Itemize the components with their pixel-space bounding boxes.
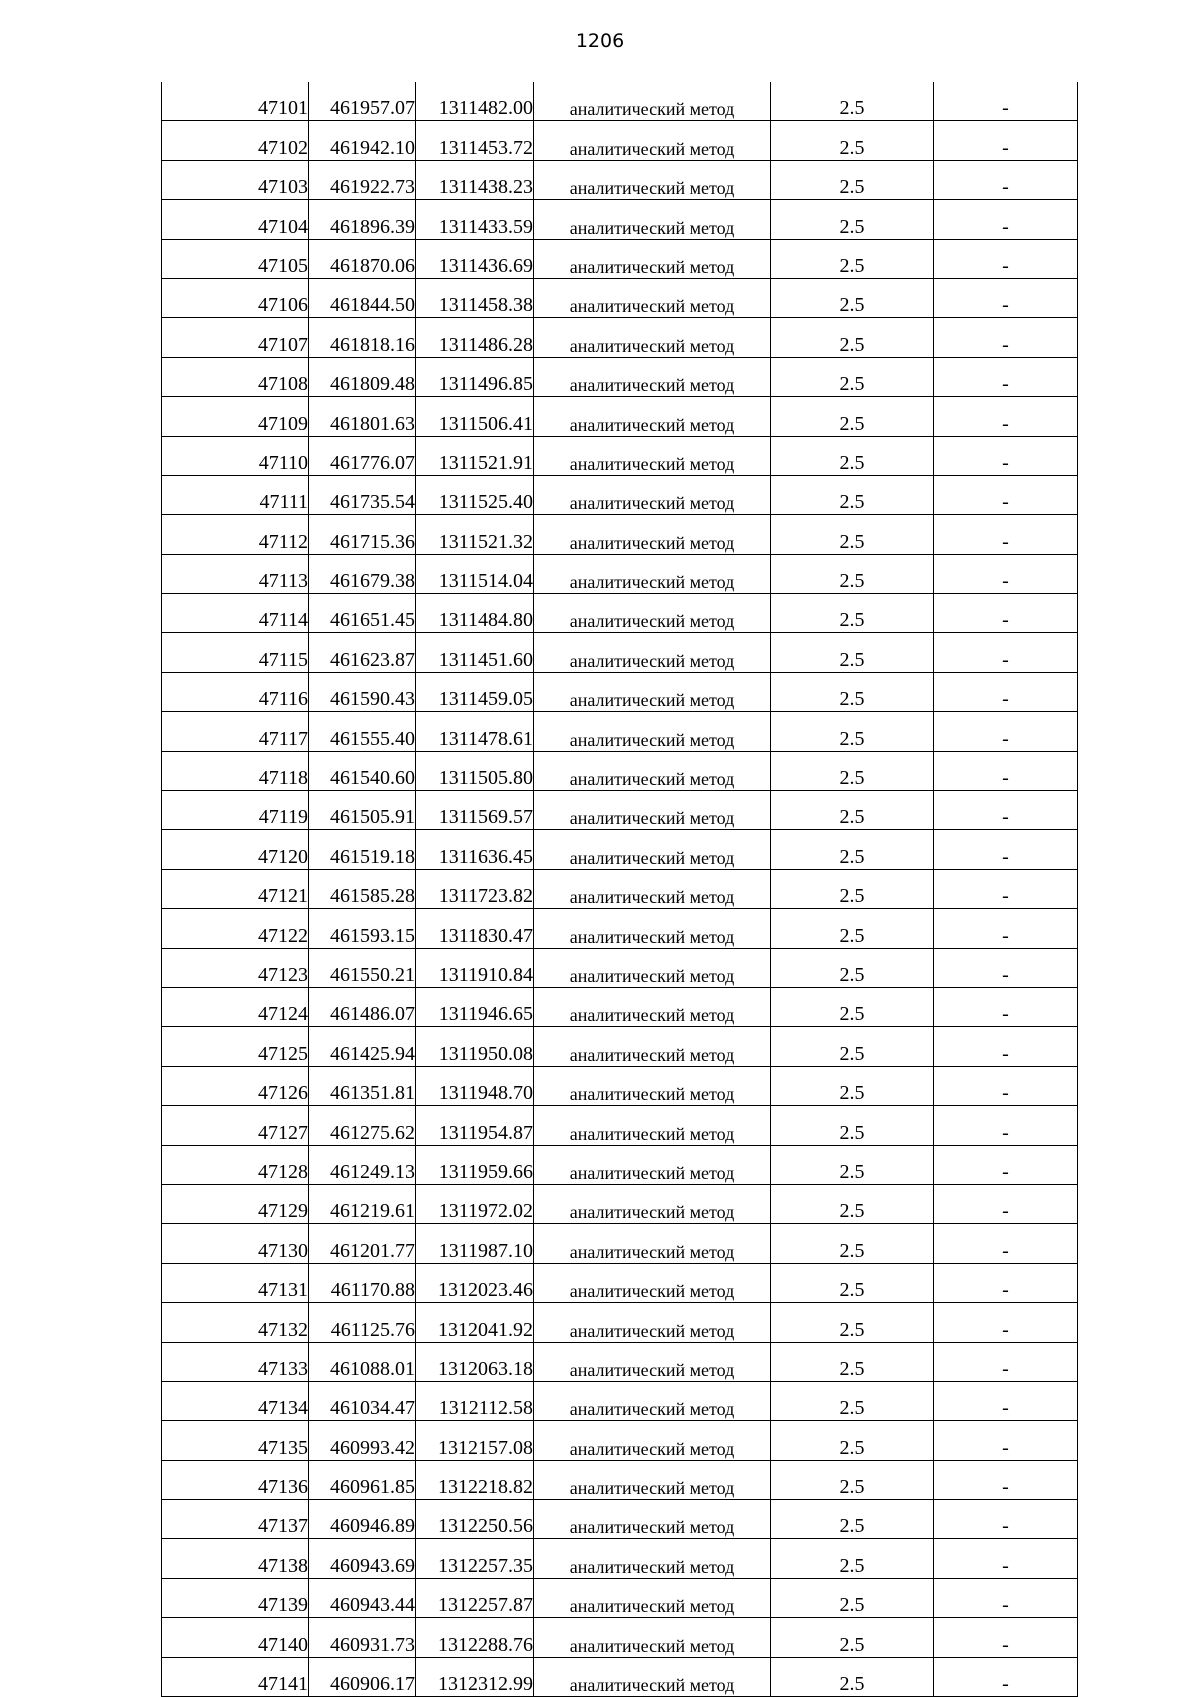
note-cell: -	[934, 1263, 1078, 1302]
table-row	[162, 1066, 1078, 1105]
point-number-cell: 47101	[162, 82, 309, 121]
accuracy-cell: 2.5	[771, 633, 934, 672]
x-coordinate-cell: 461623.87	[309, 633, 416, 672]
table-row	[162, 1657, 1078, 1696]
note-cell: -	[934, 554, 1078, 593]
accuracy-cell: 2.5	[771, 357, 934, 396]
accuracy-cell: 2.5	[771, 791, 934, 830]
table-row	[162, 475, 1078, 514]
accuracy-cell: 2.5	[771, 1381, 934, 1420]
note-cell: -	[934, 712, 1078, 751]
method-cell: аналитический метод	[534, 830, 771, 869]
x-coordinate-cell: 461125.76	[309, 1303, 416, 1342]
method-cell: аналитический метод	[534, 1342, 771, 1381]
point-number-cell: 47103	[162, 160, 309, 199]
x-coordinate-cell: 461170.88	[309, 1263, 416, 1302]
x-coordinate-cell: 461896.39	[309, 200, 416, 239]
accuracy-cell: 2.5	[771, 515, 934, 554]
method-cell: аналитический метод	[534, 1027, 771, 1066]
x-coordinate-cell: 461715.36	[309, 515, 416, 554]
point-number-cell: 47119	[162, 791, 309, 830]
accuracy-cell: 2.5	[771, 948, 934, 987]
table-row	[162, 1500, 1078, 1539]
table-row	[162, 436, 1078, 475]
method-cell: аналитический метод	[534, 397, 771, 436]
method-cell: аналитический метод	[534, 239, 771, 278]
note-cell: -	[934, 1500, 1078, 1539]
method-cell: аналитический метод	[534, 278, 771, 317]
table-row	[162, 751, 1078, 790]
x-coordinate-cell: 460961.85	[309, 1460, 416, 1499]
y-coordinate-cell: 1311433.59	[416, 200, 534, 239]
table-row	[162, 1460, 1078, 1499]
x-coordinate-cell: 461088.01	[309, 1342, 416, 1381]
accuracy-cell: 2.5	[771, 712, 934, 751]
y-coordinate-cell: 1311723.82	[416, 869, 534, 908]
note-cell: -	[934, 909, 1078, 948]
y-coordinate-cell: 1311478.61	[416, 712, 534, 751]
y-coordinate-cell: 1311451.60	[416, 633, 534, 672]
note-cell: -	[934, 1657, 1078, 1696]
x-coordinate-cell: 461957.07	[309, 82, 416, 121]
table-row	[162, 121, 1078, 160]
point-number-cell: 47112	[162, 515, 309, 554]
y-coordinate-cell: 1311569.57	[416, 791, 534, 830]
point-number-cell: 47138	[162, 1539, 309, 1578]
y-coordinate-cell: 1312157.08	[416, 1421, 534, 1460]
y-coordinate-cell: 1312218.82	[416, 1460, 534, 1499]
x-coordinate-cell: 461735.54	[309, 475, 416, 514]
method-cell: аналитический метод	[534, 515, 771, 554]
note-cell: -	[934, 1106, 1078, 1145]
x-coordinate-cell: 461201.77	[309, 1224, 416, 1263]
point-number-cell: 47110	[162, 436, 309, 475]
point-number-cell: 47106	[162, 278, 309, 317]
method-cell: аналитический метод	[534, 712, 771, 751]
accuracy-cell: 2.5	[771, 1460, 934, 1499]
point-number-cell: 47141	[162, 1657, 309, 1696]
x-coordinate-cell: 461679.38	[309, 554, 416, 593]
note-cell: -	[934, 200, 1078, 239]
y-coordinate-cell: 1312312.99	[416, 1657, 534, 1696]
method-cell: аналитический метод	[534, 554, 771, 593]
x-coordinate-cell: 461922.73	[309, 160, 416, 199]
method-cell: аналитический метод	[534, 1421, 771, 1460]
y-coordinate-cell: 1312063.18	[416, 1342, 534, 1381]
x-coordinate-cell: 461818.16	[309, 318, 416, 357]
point-number-cell: 47118	[162, 751, 309, 790]
x-coordinate-cell: 461219.61	[309, 1184, 416, 1223]
point-number-cell: 47102	[162, 121, 309, 160]
y-coordinate-cell: 1311458.38	[416, 278, 534, 317]
y-coordinate-cell: 1311946.65	[416, 987, 534, 1026]
accuracy-cell: 2.5	[771, 1421, 934, 1460]
note-cell: -	[934, 1539, 1078, 1578]
y-coordinate-cell: 1311521.32	[416, 515, 534, 554]
table-row	[162, 594, 1078, 633]
x-coordinate-cell: 461550.21	[309, 948, 416, 987]
note-cell: -	[934, 1303, 1078, 1342]
y-coordinate-cell: 1312257.35	[416, 1539, 534, 1578]
table-row	[162, 987, 1078, 1026]
note-cell: -	[934, 1578, 1078, 1617]
x-coordinate-cell: 461351.81	[309, 1066, 416, 1105]
method-cell: аналитический метод	[534, 1145, 771, 1184]
note-cell: -	[934, 515, 1078, 554]
y-coordinate-cell: 1311486.28	[416, 318, 534, 357]
x-coordinate-cell: 461585.28	[309, 869, 416, 908]
method-cell: аналитический метод	[534, 1303, 771, 1342]
method-cell: аналитический метод	[534, 1500, 771, 1539]
note-cell: -	[934, 869, 1078, 908]
table-row	[162, 633, 1078, 672]
x-coordinate-cell: 461844.50	[309, 278, 416, 317]
point-number-cell: 47139	[162, 1578, 309, 1617]
table-row	[162, 1618, 1078, 1657]
point-number-cell: 47123	[162, 948, 309, 987]
y-coordinate-cell: 1311972.02	[416, 1184, 534, 1223]
point-number-cell: 47124	[162, 987, 309, 1026]
method-cell: аналитический метод	[534, 1657, 771, 1696]
point-number-cell: 47135	[162, 1421, 309, 1460]
method-cell: аналитический метод	[534, 751, 771, 790]
note-cell: -	[934, 318, 1078, 357]
method-cell: аналитический метод	[534, 160, 771, 199]
y-coordinate-cell: 1311482.00	[416, 82, 534, 121]
y-coordinate-cell: 1311506.41	[416, 397, 534, 436]
note-cell: -	[934, 1224, 1078, 1263]
accuracy-cell: 2.5	[771, 1184, 934, 1223]
accuracy-cell: 2.5	[771, 239, 934, 278]
point-number-cell: 47133	[162, 1342, 309, 1381]
table-row	[162, 1027, 1078, 1066]
accuracy-cell: 2.5	[771, 82, 934, 121]
note-cell: -	[934, 791, 1078, 830]
method-cell: аналитический метод	[534, 909, 771, 948]
note-cell: -	[934, 1381, 1078, 1420]
point-number-cell: 47128	[162, 1145, 309, 1184]
note-cell: -	[934, 594, 1078, 633]
point-number-cell: 47113	[162, 554, 309, 593]
method-cell: аналитический метод	[534, 200, 771, 239]
point-number-cell: 47125	[162, 1027, 309, 1066]
y-coordinate-cell: 1311453.72	[416, 121, 534, 160]
accuracy-cell: 2.5	[771, 869, 934, 908]
point-number-cell: 47140	[162, 1618, 309, 1657]
note-cell: -	[934, 672, 1078, 711]
point-number-cell: 47132	[162, 1303, 309, 1342]
table-row	[162, 948, 1078, 987]
x-coordinate-cell: 460943.69	[309, 1539, 416, 1578]
y-coordinate-cell: 1311830.47	[416, 909, 534, 948]
accuracy-cell: 2.5	[771, 1106, 934, 1145]
accuracy-cell: 2.5	[771, 318, 934, 357]
point-number-cell: 47104	[162, 200, 309, 239]
y-coordinate-cell: 1311948.70	[416, 1066, 534, 1105]
accuracy-cell: 2.5	[771, 987, 934, 1026]
x-coordinate-cell: 461801.63	[309, 397, 416, 436]
table-row	[162, 1184, 1078, 1223]
note-cell: -	[934, 475, 1078, 514]
accuracy-cell: 2.5	[771, 1066, 934, 1105]
accuracy-cell: 2.5	[771, 121, 934, 160]
note-cell: -	[934, 1027, 1078, 1066]
method-cell: аналитический метод	[534, 475, 771, 514]
method-cell: аналитический метод	[534, 987, 771, 1026]
x-coordinate-cell: 461590.43	[309, 672, 416, 711]
table-row	[162, 909, 1078, 948]
table-row	[162, 1224, 1078, 1263]
table-row	[162, 712, 1078, 751]
note-cell: -	[934, 1145, 1078, 1184]
method-cell: аналитический метод	[534, 1066, 771, 1105]
point-number-cell: 47111	[162, 475, 309, 514]
table-row	[162, 1342, 1078, 1381]
accuracy-cell: 2.5	[771, 1578, 934, 1617]
point-number-cell: 47108	[162, 357, 309, 396]
note-cell: -	[934, 1421, 1078, 1460]
point-number-cell: 47127	[162, 1106, 309, 1145]
table-row	[162, 830, 1078, 869]
method-cell: аналитический метод	[534, 633, 771, 672]
y-coordinate-cell: 1311521.91	[416, 436, 534, 475]
x-coordinate-cell: 460946.89	[309, 1500, 416, 1539]
method-cell: аналитический метод	[534, 948, 771, 987]
table-row	[162, 318, 1078, 357]
table-row	[162, 1421, 1078, 1460]
page-number: 1206	[575, 30, 625, 52]
y-coordinate-cell: 1311438.23	[416, 160, 534, 199]
x-coordinate-cell: 461870.06	[309, 239, 416, 278]
method-cell: аналитический метод	[534, 672, 771, 711]
x-coordinate-cell: 461486.07	[309, 987, 416, 1026]
x-coordinate-cell: 461249.13	[309, 1145, 416, 1184]
accuracy-cell: 2.5	[771, 1342, 934, 1381]
point-number-cell: 47136	[162, 1460, 309, 1499]
y-coordinate-cell: 1311987.10	[416, 1224, 534, 1263]
table-row	[162, 869, 1078, 908]
table-row	[162, 239, 1078, 278]
y-coordinate-cell: 1312112.58	[416, 1381, 534, 1420]
y-coordinate-cell: 1311505.80	[416, 751, 534, 790]
x-coordinate-cell: 461540.60	[309, 751, 416, 790]
note-cell: -	[934, 1066, 1078, 1105]
method-cell: аналитический метод	[534, 791, 771, 830]
accuracy-cell: 2.5	[771, 436, 934, 475]
note-cell: -	[934, 160, 1078, 199]
accuracy-cell: 2.5	[771, 200, 934, 239]
accuracy-cell: 2.5	[771, 1145, 934, 1184]
y-coordinate-cell: 1311459.05	[416, 672, 534, 711]
point-number-cell: 47130	[162, 1224, 309, 1263]
accuracy-cell: 2.5	[771, 1263, 934, 1302]
y-coordinate-cell: 1312288.76	[416, 1618, 534, 1657]
note-cell: -	[934, 948, 1078, 987]
method-cell: аналитический метод	[534, 436, 771, 475]
table-row	[162, 554, 1078, 593]
point-number-cell: 47134	[162, 1381, 309, 1420]
note-cell: -	[934, 1460, 1078, 1499]
point-number-cell: 47129	[162, 1184, 309, 1223]
method-cell: аналитический метод	[534, 121, 771, 160]
point-number-cell: 47137	[162, 1500, 309, 1539]
note-cell: -	[934, 397, 1078, 436]
table-row	[162, 1106, 1078, 1145]
y-coordinate-cell: 1311525.40	[416, 475, 534, 514]
x-coordinate-cell: 461942.10	[309, 121, 416, 160]
table-row	[162, 672, 1078, 711]
accuracy-cell: 2.5	[771, 1027, 934, 1066]
method-cell: аналитический метод	[534, 1106, 771, 1145]
y-coordinate-cell: 1312257.87	[416, 1578, 534, 1617]
x-coordinate-cell: 461519.18	[309, 830, 416, 869]
y-coordinate-cell: 1311436.69	[416, 239, 534, 278]
table-row	[162, 160, 1078, 199]
table-row	[162, 1263, 1078, 1302]
note-cell: -	[934, 1618, 1078, 1657]
accuracy-cell: 2.5	[771, 1657, 934, 1696]
accuracy-cell: 2.5	[771, 672, 934, 711]
x-coordinate-cell: 461809.48	[309, 357, 416, 396]
x-coordinate-cell: 461593.15	[309, 909, 416, 948]
table-row	[162, 82, 1078, 121]
table-row	[162, 1303, 1078, 1342]
y-coordinate-cell: 1312041.92	[416, 1303, 534, 1342]
note-cell: -	[934, 121, 1078, 160]
accuracy-cell: 2.5	[771, 594, 934, 633]
accuracy-cell: 2.5	[771, 278, 934, 317]
table-row	[162, 357, 1078, 396]
accuracy-cell: 2.5	[771, 554, 934, 593]
y-coordinate-cell: 1312023.46	[416, 1263, 534, 1302]
y-coordinate-cell: 1311910.84	[416, 948, 534, 987]
table-row	[162, 397, 1078, 436]
note-cell: -	[934, 278, 1078, 317]
point-number-cell: 47121	[162, 869, 309, 908]
accuracy-cell: 2.5	[771, 1618, 934, 1657]
table-row	[162, 791, 1078, 830]
y-coordinate-cell: 1311636.45	[416, 830, 534, 869]
point-number-cell: 47131	[162, 1263, 309, 1302]
note-cell: -	[934, 82, 1078, 121]
method-cell: аналитический метод	[534, 82, 771, 121]
x-coordinate-cell: 460931.73	[309, 1618, 416, 1657]
point-number-cell: 47109	[162, 397, 309, 436]
point-number-cell: 47105	[162, 239, 309, 278]
method-cell: аналитический метод	[534, 357, 771, 396]
note-cell: -	[934, 751, 1078, 790]
table-row	[162, 278, 1078, 317]
note-cell: -	[934, 239, 1078, 278]
table-body	[162, 82, 1078, 1697]
point-number-cell: 47114	[162, 594, 309, 633]
point-number-cell: 47107	[162, 318, 309, 357]
method-cell: аналитический метод	[534, 869, 771, 908]
accuracy-cell: 2.5	[771, 909, 934, 948]
method-cell: аналитический метод	[534, 1539, 771, 1578]
table-row	[162, 200, 1078, 239]
accuracy-cell: 2.5	[771, 751, 934, 790]
y-coordinate-cell: 1311959.66	[416, 1145, 534, 1184]
point-number-cell: 47115	[162, 633, 309, 672]
y-coordinate-cell: 1311954.87	[416, 1106, 534, 1145]
note-cell: -	[934, 1342, 1078, 1381]
table-row	[162, 1539, 1078, 1578]
y-coordinate-cell: 1311950.08	[416, 1027, 534, 1066]
x-coordinate-cell: 460906.17	[309, 1657, 416, 1696]
note-cell: -	[934, 633, 1078, 672]
note-cell: -	[934, 436, 1078, 475]
accuracy-cell: 2.5	[771, 475, 934, 514]
accuracy-cell: 2.5	[771, 1500, 934, 1539]
accuracy-cell: 2.5	[771, 1224, 934, 1263]
note-cell: -	[934, 987, 1078, 1026]
method-cell: аналитический метод	[534, 594, 771, 633]
method-cell: аналитический метод	[534, 1618, 771, 1657]
method-cell: аналитический метод	[534, 1224, 771, 1263]
note-cell: -	[934, 1184, 1078, 1223]
x-coordinate-cell: 461651.45	[309, 594, 416, 633]
note-cell: -	[934, 357, 1078, 396]
point-number-cell: 47122	[162, 909, 309, 948]
x-coordinate-cell: 461505.91	[309, 791, 416, 830]
y-coordinate-cell: 1312250.56	[416, 1500, 534, 1539]
accuracy-cell: 2.5	[771, 1539, 934, 1578]
point-number-cell: 47116	[162, 672, 309, 711]
method-cell: аналитический метод	[534, 1381, 771, 1420]
x-coordinate-cell: 461425.94	[309, 1027, 416, 1066]
x-coordinate-cell: 460943.44	[309, 1578, 416, 1617]
table-row	[162, 1145, 1078, 1184]
accuracy-cell: 2.5	[771, 830, 934, 869]
method-cell: аналитический метод	[534, 1184, 771, 1223]
point-number-cell: 47117	[162, 712, 309, 751]
method-cell: аналитический метод	[534, 1460, 771, 1499]
point-number-cell: 47126	[162, 1066, 309, 1105]
y-coordinate-cell: 1311496.85	[416, 357, 534, 396]
table-row	[162, 1381, 1078, 1420]
method-cell: аналитический метод	[534, 1578, 771, 1617]
x-coordinate-cell: 461555.40	[309, 712, 416, 751]
accuracy-cell: 2.5	[771, 1303, 934, 1342]
x-coordinate-cell: 460993.42	[309, 1421, 416, 1460]
note-cell: -	[934, 830, 1078, 869]
x-coordinate-cell: 461034.47	[309, 1381, 416, 1420]
y-coordinate-cell: 1311514.04	[416, 554, 534, 593]
x-coordinate-cell: 461275.62	[309, 1106, 416, 1145]
coordinates-table	[161, 82, 1078, 1697]
y-coordinate-cell: 1311484.80	[416, 594, 534, 633]
x-coordinate-cell: 461776.07	[309, 436, 416, 475]
accuracy-cell: 2.5	[771, 397, 934, 436]
method-cell: аналитический метод	[534, 1263, 771, 1302]
accuracy-cell: 2.5	[771, 160, 934, 199]
table-row	[162, 1578, 1078, 1617]
point-number-cell: 47120	[162, 830, 309, 869]
table-row	[162, 515, 1078, 554]
method-cell: аналитический метод	[534, 318, 771, 357]
